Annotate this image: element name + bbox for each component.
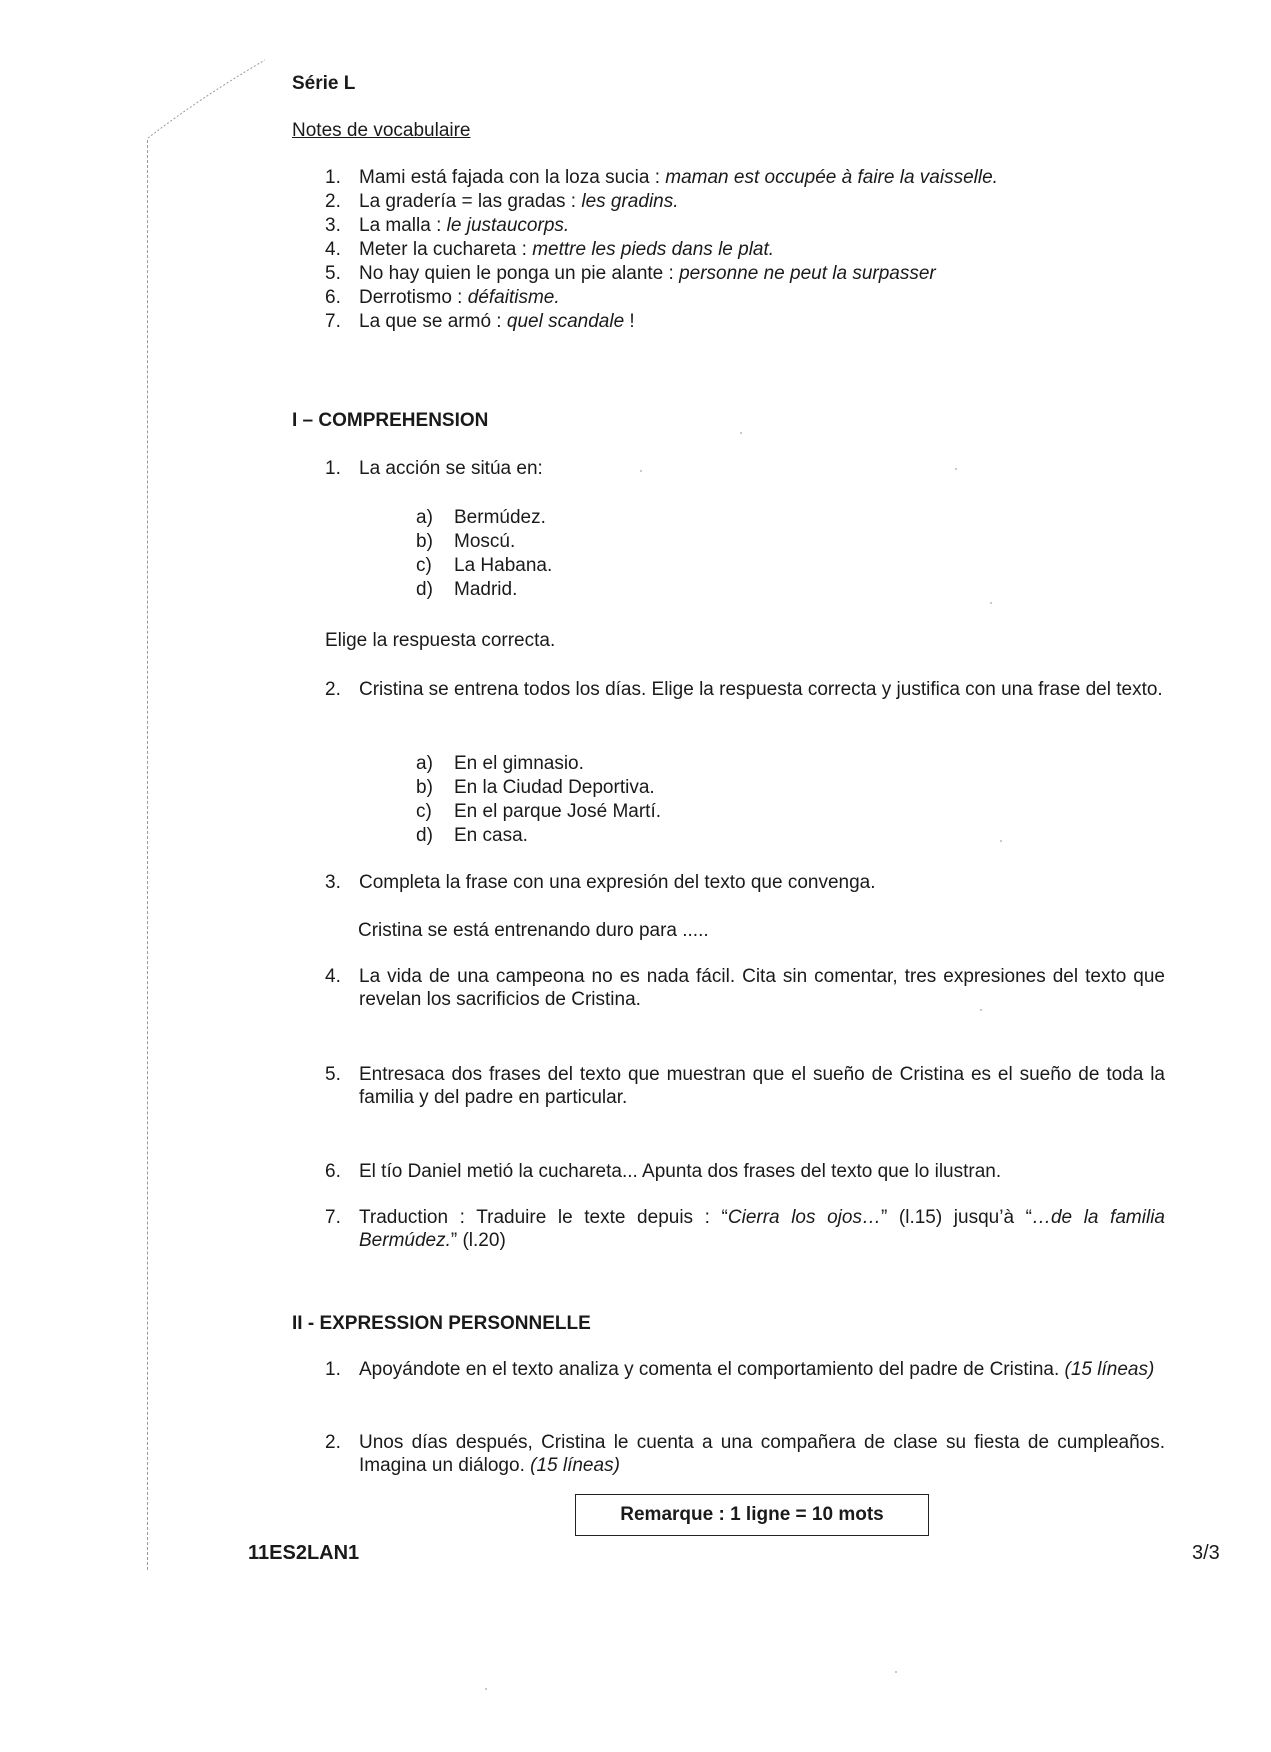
- option: d) En casa.: [416, 825, 528, 846]
- question-5: 5. Entresaca dos frases del texto que muestran que el sueño de Cristina es el sueño de toda la familia y del padre en particular.: [325, 1064, 1165, 1108]
- vocab-item: 1. Mami está fajada con la loza sucia : maman est occupée à faire la vaisselle.: [325, 167, 998, 188]
- expression-question-2: 2. Unos días después, Cristina le cuenta a una compañera de clase su fiesta de cumpleaños. Imagina un diálogo. (15 líneas): [325, 1432, 1165, 1476]
- question-2: 2. Cristina se entrena todos los días. Elige la respuesta correcta y justifica con una frase del texto.: [325, 678, 1165, 701]
- option: c) La Habana.: [416, 555, 553, 576]
- question-text: Apoyándote en el texto analiza y comenta el comportamiento del padre de Cristina. (15 líneas): [359, 1359, 1155, 1380]
- vocab-item: 2. La gradería = las gradas : les gradins.: [325, 191, 679, 212]
- option: a) En el gimnasio.: [416, 753, 584, 774]
- scan-speck: [1000, 840, 1002, 842]
- scan-edge-line: [147, 140, 148, 1570]
- question-6: 6. El tío Daniel metió la cuchareta... Apunta dos frases del texto que lo ilustran.: [325, 1160, 1165, 1183]
- scan-speck: [980, 1009, 982, 1011]
- page-number: 3/3: [1192, 1542, 1220, 1564]
- question-text: Unos días después, Cristina le cuenta a una compañera de clase su fiesta de cumpleaños. Imagina un diálogo. (15 líneas): [359, 1432, 1165, 1476]
- serie-label: Série L: [292, 73, 356, 94]
- question-3: 3. Completa la frase con una expresión del texto que convenga.: [325, 871, 1165, 894]
- question-2-options: [416, 752, 661, 848]
- scan-speck: [990, 602, 992, 604]
- remark-box: Remarque : 1 ligne = 10 mots: [575, 1494, 929, 1536]
- question-1: 1. La acción se sitúa en:: [325, 457, 1165, 480]
- question-text: Traduction : Traduire le texte depuis : “Cierra los ojos…” (l.15) jusqu’à “…de la familia Bermúdez.” (l.20): [359, 1207, 1165, 1251]
- expression-question-1: 1. Apoyándote en el texto analiza y comenta el comportamiento del padre de Cristina. (15 líneas): [325, 1358, 1165, 1381]
- scan-corner-mark: [140, 58, 270, 148]
- question-text: Completa la frase con una expresión del texto que convenga.: [359, 872, 876, 893]
- vocab-item: 5. No hay quien le ponga un pie alante : personne ne peut la surpasser: [325, 263, 936, 284]
- question-text: Entresaca dos frases del texto que muestran que el sueño de Cristina es el sueño de toda la familia y del padre en particular.: [359, 1064, 1165, 1108]
- option: b) En la Ciudad Deportiva.: [416, 777, 655, 798]
- scan-speck: [895, 1671, 897, 1673]
- question-1-options: [416, 506, 552, 602]
- section-expression-title: II - EXPRESSION PERSONNELLE: [292, 1313, 591, 1334]
- scan-speck: [640, 470, 642, 472]
- question-3-sentence: Cristina se está entrenando duro para .....: [358, 920, 709, 941]
- scan-speck: [955, 468, 957, 470]
- vocab-item: 3. La malla : le justaucorps.: [325, 215, 570, 236]
- question-1-instruction: Elige la respuesta correcta.: [325, 630, 556, 651]
- vocab-item: 7. La que se armó : quel scandale !: [325, 311, 635, 332]
- question-text: La vida de una campeona no es nada fácil. Cita sin comentar, tres expresiones del texto que revelan los sacrificios de Cristina.: [359, 966, 1165, 1010]
- question-4: 4. La vida de una campeona no es nada fácil. Cita sin comentar, tres expresiones del texto que revelan los sacrificios de Cristina.: [325, 966, 1165, 1010]
- question-text: Cristina se entrena todos los días. Elige la respuesta correcta y justifica con una frase del texto.: [359, 679, 1163, 700]
- exam-code: 11ES2LAN1: [248, 1542, 360, 1564]
- option: a) Bermúdez.: [416, 507, 546, 528]
- vocab-title: Notes de vocabulaire: [292, 120, 471, 141]
- option: b) Moscú.: [416, 531, 516, 552]
- scan-speck: [740, 432, 742, 434]
- vocab-item: 6. Derrotismo : défaitisme.: [325, 287, 560, 308]
- section-comprehension-title: I – COMPREHENSION: [292, 410, 489, 431]
- option: d) Madrid.: [416, 579, 518, 600]
- question-text: La acción se sitúa en:: [359, 458, 543, 479]
- vocab-list: [325, 166, 1205, 334]
- scan-speck: [485, 1688, 487, 1690]
- question-7: 7. Traduction : Traduire le texte depuis : “Cierra los ojos…” (l.15) jusqu’à “…de la familia Bermúdez.” (l.20): [325, 1207, 1165, 1251]
- option: c) En el parque José Martí.: [416, 801, 661, 822]
- vocab-item: 4. Meter la cuchareta : mettre les pieds dans le plat.: [325, 239, 775, 260]
- question-text: El tío Daniel metió la cuchareta... Apunta dos frases del texto que lo ilustran.: [359, 1161, 1002, 1182]
